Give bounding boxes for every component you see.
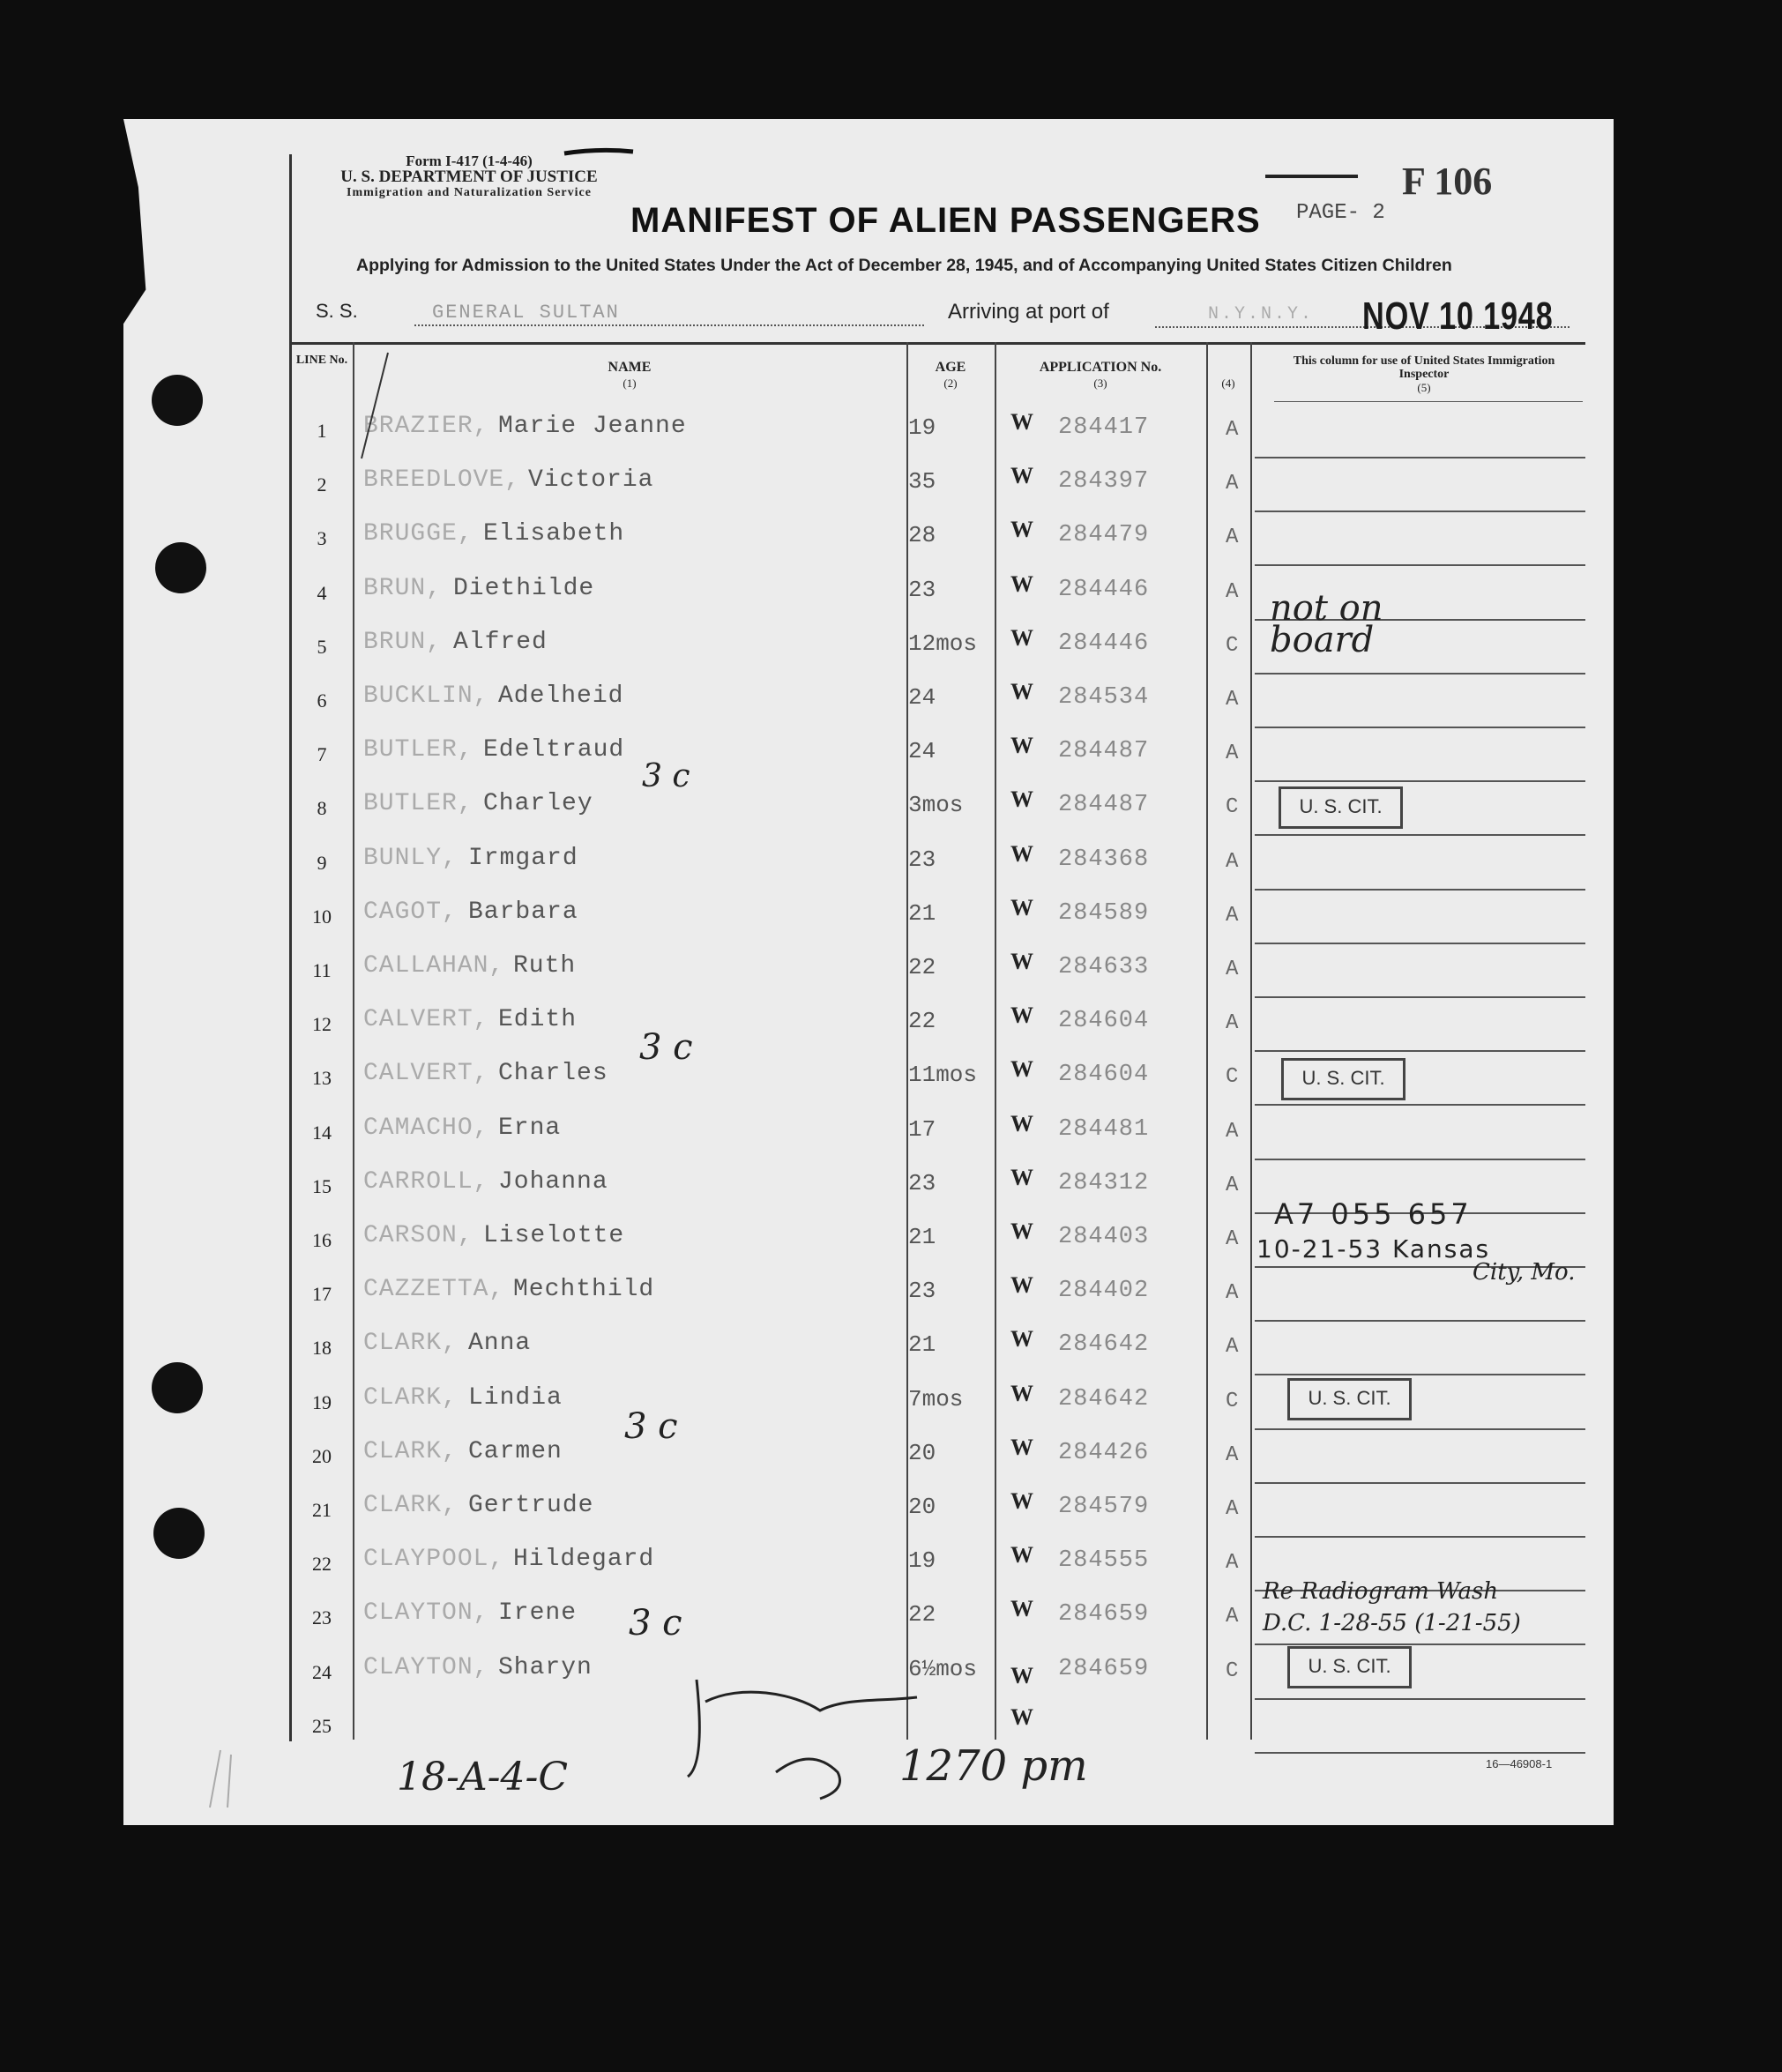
- application-number: 284402: [1058, 1278, 1150, 1305]
- class-code: A: [1226, 579, 1239, 604]
- ship-name: GENERAL SULTAN: [432, 302, 620, 324]
- passenger-given-name: Irmgard: [468, 844, 578, 872]
- annotation-radiogram: Re Radiogram Wash: [1263, 1578, 1499, 1605]
- application-number: 284604: [1058, 1062, 1150, 1089]
- mark-3c: 3 c: [639, 1027, 693, 1068]
- passenger-surname: CLARK,: [363, 1330, 458, 1358]
- application-number: 284446: [1058, 576, 1150, 603]
- passenger-surname: CARROLL,: [363, 1167, 489, 1196]
- passenger-surname: BRUN,: [363, 574, 443, 602]
- class-code: A: [1226, 1497, 1239, 1521]
- line-number: 10: [312, 905, 332, 928]
- passenger-surname: CLAYTON,: [363, 1599, 489, 1628]
- arrival-label: Arriving at port of: [948, 300, 1109, 324]
- line-number: 12: [312, 1013, 332, 1036]
- class-code: A: [1226, 1605, 1239, 1629]
- passenger-surname: CLARK,: [363, 1437, 458, 1465]
- application-prefix: W: [1010, 1488, 1033, 1514]
- passenger-surname: CALLAHAN,: [363, 952, 505, 980]
- margin-mark: [210, 1750, 231, 1807]
- application-prefix: W: [1010, 1110, 1033, 1137]
- passenger-age: 23: [908, 1169, 936, 1196]
- col-name-number: (1): [623, 376, 637, 390]
- mark-3c: 3 c: [642, 758, 690, 794]
- annotation-not-on-board: not on board: [1270, 588, 1383, 660]
- passenger-surname: CARSON,: [363, 1222, 473, 1249]
- application-number: 284368: [1058, 846, 1150, 873]
- application-number: 284534: [1058, 684, 1150, 711]
- application-prefix: W: [1010, 463, 1033, 489]
- form-number: Form I-417 (1-4-46): [406, 153, 533, 169]
- passenger-given-name: Barbara: [468, 898, 578, 926]
- line-number: 8: [317, 797, 327, 820]
- passenger-surname: BRUGGE,: [363, 520, 473, 548]
- application-number: 284479: [1058, 522, 1150, 549]
- passenger-given-name: Lindia: [468, 1383, 563, 1412]
- application-number: 284604: [1058, 1008, 1150, 1035]
- col-inspector-number: (5): [1417, 381, 1431, 394]
- application-number: 284487: [1058, 792, 1150, 819]
- mark-3c: 3 c: [629, 1603, 682, 1643]
- passenger-surname: BUTLER,: [363, 790, 473, 818]
- line-number: 16: [312, 1229, 332, 1251]
- passenger-age: 24: [908, 684, 936, 711]
- application-prefix: W: [1010, 733, 1033, 759]
- application-prefix: W: [1010, 1434, 1033, 1460]
- class-code: A: [1226, 1335, 1239, 1360]
- passenger-given-name: Edith: [498, 1006, 578, 1034]
- application-number: 284659: [1058, 1655, 1150, 1682]
- line-number: 4: [317, 581, 327, 604]
- line-number: 23: [312, 1606, 332, 1629]
- passenger-given-name: Victoria: [528, 466, 654, 495]
- line-number: 3: [317, 527, 327, 550]
- passenger-given-name: Edeltraud: [483, 736, 625, 764]
- passenger-given-name: Charles: [498, 1060, 608, 1088]
- passenger-surname: CALVERT,: [363, 1060, 489, 1088]
- us-citizen-stamp: U. S. CIT.: [1281, 1058, 1405, 1100]
- application-number: 284446: [1058, 630, 1150, 657]
- passenger-given-name: Hildegard: [513, 1546, 655, 1574]
- passenger-age: 23: [908, 576, 936, 603]
- col-name-title: NAME: [608, 360, 652, 375]
- passenger-age: 20: [908, 1494, 936, 1520]
- class-code: A: [1226, 418, 1239, 442]
- line-number: 21: [312, 1499, 332, 1521]
- passenger-surname: CLAYTON,: [363, 1653, 489, 1681]
- application-prefix: W: [1010, 517, 1033, 543]
- form-number-strikethrough: [564, 150, 633, 153]
- application-number: 284426: [1058, 1439, 1150, 1466]
- line-number: 2: [317, 473, 327, 496]
- file-number: F 106: [1402, 160, 1493, 203]
- passenger-given-name: Carmen: [468, 1437, 563, 1465]
- mark-3c: 3 c: [624, 1406, 678, 1447]
- passenger-age: 23: [908, 1278, 936, 1305]
- bottom-time: 1270 pm: [899, 1741, 1088, 1791]
- passenger-age: 19: [908, 1547, 936, 1575]
- passenger-surname: CLARK,: [363, 1383, 458, 1412]
- class-code: A: [1226, 1442, 1239, 1467]
- application-prefix: W: [1010, 1326, 1033, 1353]
- form-code: 16—46908-1: [1486, 1757, 1553, 1770]
- service-name: Immigration and Naturalization Service: [347, 186, 592, 199]
- class-code: A: [1226, 1119, 1239, 1144]
- line-number: 14: [312, 1121, 332, 1144]
- line-number: 15: [312, 1174, 332, 1197]
- line-number: 6: [317, 689, 327, 712]
- application-prefix: W: [1010, 409, 1033, 435]
- application-prefix: W: [1010, 1596, 1033, 1622]
- application-number: 284481: [1058, 1115, 1150, 1143]
- passenger-surname: CLARK,: [363, 1492, 458, 1519]
- application-prefix: W: [1010, 624, 1033, 651]
- line-number: 17: [312, 1283, 332, 1306]
- application-number: 284312: [1058, 1169, 1150, 1196]
- page-number: PAGE- 2: [1296, 201, 1385, 225]
- class-code: A: [1226, 1551, 1239, 1576]
- line-number: 24: [312, 1660, 332, 1683]
- passenger-surname: BRUN,: [363, 628, 443, 656]
- passenger-age: 6½mos: [908, 1655, 978, 1682]
- arrival-port: N.Y.N.Y.: [1208, 304, 1315, 324]
- passenger-surname: BREEDLOVE,: [363, 466, 521, 495]
- class-code: A: [1226, 1227, 1239, 1251]
- passenger-surname: BRAZIER,: [363, 413, 489, 440]
- application-prefix: W: [1010, 1056, 1033, 1083]
- col-inspector-title: This column for use of United States Immigration Inspector: [1293, 354, 1555, 381]
- class-code: C: [1226, 1389, 1239, 1413]
- passenger-given-name: Erna: [498, 1114, 562, 1142]
- class-code: A: [1226, 742, 1239, 766]
- col-age-number: (2): [943, 376, 958, 390]
- passenger-given-name: Sharyn: [498, 1653, 593, 1681]
- arrival-date-stamp: NOV 10 1948: [1362, 294, 1554, 338]
- passenger-surname: CAGOT,: [363, 898, 458, 926]
- line-number: 5: [317, 635, 327, 658]
- passenger-surname: BUTLER,: [363, 736, 473, 764]
- application-number: 284633: [1058, 954, 1150, 980]
- application-number: 284642: [1058, 1385, 1150, 1412]
- passenger-surname: BUNLY,: [363, 844, 458, 872]
- signature: [688, 1680, 917, 1799]
- department-name: U. S. DEPARTMENT OF JUSTICE: [340, 168, 598, 186]
- passenger-given-name: Marie Jeanne: [498, 413, 687, 440]
- line-number: 1: [317, 420, 327, 442]
- application-prefix: W: [1010, 1703, 1033, 1730]
- us-citizen-stamp: U. S. CIT.: [1279, 786, 1403, 829]
- passenger-age: 21: [908, 1224, 936, 1250]
- class-code: A: [1226, 849, 1239, 874]
- passenger-surname: CAZZETTA,: [363, 1276, 505, 1304]
- line-number: 13: [312, 1067, 332, 1090]
- annotation-a-number: A7 055 657: [1274, 1197, 1473, 1231]
- passenger-age: 22: [908, 954, 936, 980]
- application-prefix: W: [1010, 1002, 1033, 1029]
- page-title: MANIFEST OF ALIEN PASSENGERS: [630, 201, 1261, 240]
- passenger-age: 35: [908, 468, 936, 496]
- ship-prefix: S. S.: [316, 300, 358, 322]
- application-prefix: W: [1010, 570, 1033, 597]
- passenger-given-name: Alfred: [453, 628, 548, 656]
- col-age-title: AGE: [935, 360, 966, 375]
- passenger-given-name: Charley: [483, 790, 593, 818]
- col-application-title: APPLICATION No.: [1039, 360, 1162, 375]
- application-prefix: W: [1010, 1662, 1033, 1688]
- us-citizen-stamp: U. S. CIT.: [1287, 1378, 1412, 1420]
- passenger-surname: CLAYPOOL,: [363, 1546, 505, 1574]
- passenger-age: 22: [908, 1008, 936, 1035]
- application-prefix: W: [1010, 786, 1033, 813]
- class-code: A: [1226, 688, 1239, 712]
- passenger-age: 3mos: [908, 792, 964, 819]
- passenger-given-name: Mechthild: [513, 1276, 655, 1304]
- us-citizen-stamp: U. S. CIT.: [1287, 1646, 1412, 1688]
- class-code: A: [1226, 472, 1239, 496]
- passenger-given-name: Anna: [468, 1330, 532, 1358]
- application-prefix: W: [1010, 1542, 1033, 1569]
- passenger-surname: BUCKLIN,: [363, 682, 489, 710]
- bottom-tally: 18-A-4-C: [397, 1755, 569, 1800]
- line-number: 11: [312, 959, 332, 981]
- col-application-number: (3): [1093, 376, 1107, 390]
- application-number: 284659: [1058, 1601, 1150, 1629]
- application-number: 284555: [1058, 1547, 1150, 1575]
- col-4-number: (4): [1221, 376, 1235, 390]
- passenger-age: 23: [908, 846, 936, 873]
- class-code: C: [1226, 633, 1239, 658]
- passenger-given-name: Elisabeth: [483, 520, 625, 548]
- application-prefix: W: [1010, 1272, 1033, 1299]
- passenger-age: 28: [908, 522, 936, 549]
- application-prefix: W: [1010, 949, 1033, 974]
- passenger-age: 21: [908, 1331, 936, 1359]
- line-number: 7: [317, 743, 327, 766]
- application-prefix: W: [1010, 679, 1033, 704]
- page-subtitle: Applying for Admission to the United States Under the Act of December 28, 1945, and of Accompanying United States Citizen Children: [356, 256, 1452, 275]
- application-number: 284397: [1058, 468, 1150, 496]
- passenger-age: 7mos: [908, 1385, 964, 1412]
- class-code: A: [1226, 958, 1239, 981]
- application-prefix: W: [1010, 1380, 1033, 1406]
- line-number: 18: [312, 1337, 332, 1360]
- class-code: C: [1226, 1065, 1239, 1090]
- line-number: 19: [312, 1390, 332, 1413]
- class-code: A: [1226, 1011, 1239, 1036]
- col-line-header: LINE No.: [295, 354, 348, 367]
- check-mark: [362, 353, 388, 458]
- line-number: 20: [312, 1444, 332, 1467]
- application-number: 284417: [1058, 414, 1150, 441]
- passenger-given-name: Gertrude: [468, 1492, 594, 1519]
- annotation-date-place: 10-21-53 Kansas: [1256, 1234, 1491, 1263]
- passenger-surname: CALVERT,: [363, 1006, 489, 1034]
- class-code: A: [1226, 903, 1239, 928]
- class-code: A: [1226, 1173, 1239, 1197]
- class-code: C: [1226, 1658, 1239, 1683]
- passenger-given-name: Liselotte: [483, 1222, 625, 1249]
- line-number: 25: [312, 1714, 332, 1737]
- passenger-age: 11mos: [908, 1062, 978, 1089]
- passenger-age: 20: [908, 1439, 936, 1466]
- class-code: A: [1226, 525, 1239, 550]
- passenger-age: 22: [908, 1601, 936, 1629]
- application-prefix: W: [1010, 1164, 1033, 1190]
- passenger-given-name: Johanna: [498, 1167, 608, 1196]
- passenger-surname: CAMACHO,: [363, 1114, 489, 1142]
- line-number: 9: [317, 851, 327, 874]
- application-number: 284487: [1058, 738, 1150, 765]
- line-number: 22: [312, 1553, 332, 1576]
- passenger-given-name: Irene: [498, 1599, 578, 1628]
- passenger-age: 19: [908, 414, 936, 441]
- passenger-given-name: Adelheid: [498, 682, 624, 710]
- passenger-given-name: Diethilde: [453, 574, 595, 602]
- passenger-age: 21: [908, 899, 936, 927]
- application-number: 284642: [1058, 1331, 1150, 1359]
- application-number: 284589: [1058, 899, 1150, 927]
- annotation-city: City, Mo.: [1473, 1259, 1576, 1286]
- application-prefix: W: [1010, 1219, 1033, 1244]
- passenger-age: 17: [908, 1115, 936, 1143]
- application-prefix: W: [1010, 840, 1033, 867]
- application-number: 284403: [1058, 1224, 1150, 1250]
- application-prefix: W: [1010, 894, 1033, 920]
- passenger-age: 12mos: [908, 630, 978, 657]
- class-code: C: [1226, 795, 1239, 820]
- passenger-age: 24: [908, 738, 936, 765]
- application-number: 284579: [1058, 1494, 1150, 1520]
- class-code: A: [1226, 1281, 1239, 1306]
- annotation-radiogram-date: D.C. 1-28-55 (1-21-55): [1263, 1610, 1521, 1636]
- passenger-given-name: Ruth: [513, 952, 577, 980]
